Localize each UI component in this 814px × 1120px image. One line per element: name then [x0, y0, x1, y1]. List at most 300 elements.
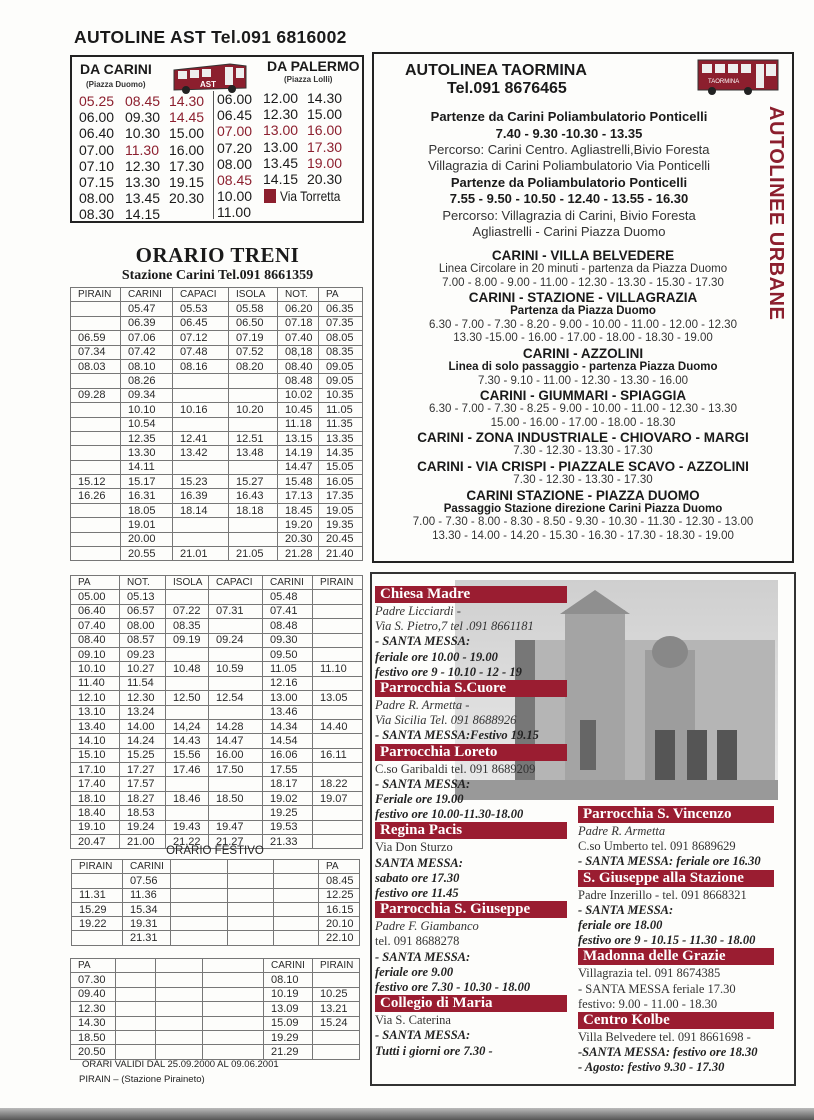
time-cell: 07.12 — [173, 331, 229, 345]
departure-time: 10.30 — [125, 125, 161, 142]
time-cell — [71, 446, 121, 460]
time-cell: 07.42 — [121, 345, 173, 359]
time-cell: 13.10 — [71, 705, 120, 719]
departure-time: 12.30 — [125, 157, 161, 174]
time-cell — [116, 1002, 156, 1016]
church-info-line: - SANTA MESSA: — [375, 949, 471, 964]
time-cell: 08.40 — [71, 633, 120, 647]
time-cell: 19.20 — [278, 518, 319, 532]
time-cell: 08.26 — [121, 374, 173, 388]
route-line: Partenza da Piazza Duomo — [510, 305, 656, 318]
table-row — [71, 590, 363, 604]
departure-time: 19.00 — [307, 154, 343, 171]
time-cell — [313, 806, 363, 820]
time-cell: 11.18 — [278, 417, 319, 431]
time-cell: 13.35 — [319, 431, 363, 445]
time-cell — [229, 388, 278, 402]
time-cell: 13.15 — [278, 431, 319, 445]
time-cell — [209, 590, 263, 604]
church-info-line: - Agosto: festivo 9.30 - 17.30 — [578, 1060, 725, 1075]
table-row — [71, 987, 360, 1001]
departure-time: 13.45 — [263, 154, 299, 171]
column-header — [274, 860, 319, 874]
church-name-bar: Parrocchia Loreto — [375, 744, 567, 761]
time-cell: 05.00 — [71, 590, 120, 604]
departure-time: 12.00 — [263, 90, 299, 106]
time-cell — [71, 547, 121, 561]
time-cell — [166, 676, 209, 690]
time-cell — [173, 388, 229, 402]
time-cell — [313, 633, 363, 647]
table-row — [71, 1002, 360, 1016]
church-entry — [375, 744, 567, 823]
route-name: CARINI - STAZIONE - VILLAGRAZIA — [468, 290, 698, 306]
time-cell — [313, 619, 363, 633]
time-cell: 18.27 — [120, 791, 166, 805]
time-cell — [228, 874, 274, 888]
time-cell: 16.15 — [319, 902, 360, 916]
trains-subtitle: Stazione Carini Tel.091 8661359 — [121, 268, 314, 283]
time-cell: 12.35 — [121, 431, 173, 445]
time-cell: 05.13 — [120, 590, 166, 604]
time-cell: 06.57 — [120, 604, 166, 618]
da-carini-heading: DA CARINI — [80, 61, 152, 77]
time-cell: 18.50 — [71, 1030, 116, 1044]
time-cell: 18.53 — [120, 806, 166, 820]
time-cell: 20.30 — [278, 532, 319, 546]
church-info-line: Via Don Sturzo — [375, 840, 453, 855]
table-header-row — [72, 860, 360, 874]
time-cell — [171, 931, 228, 945]
time-cell — [116, 973, 156, 987]
table-row — [71, 691, 363, 705]
table-row — [71, 791, 363, 805]
time-cell — [71, 518, 121, 532]
table-row — [72, 888, 360, 902]
column-header: PIRAIN — [313, 576, 363, 590]
time-cell: 14.10 — [71, 734, 120, 748]
time-cell — [228, 902, 274, 916]
time-cell: 07.52 — [229, 345, 278, 359]
time-cell: 07.48 — [173, 345, 229, 359]
train-table-to-palermo — [70, 287, 363, 561]
bus-label: TAORMINA — [708, 79, 740, 85]
route-name: CARINI - VILLA BELVEDERE — [491, 248, 675, 263]
church-entry — [375, 586, 567, 680]
time-cell: 08.10 — [264, 973, 313, 987]
carini-column — [169, 93, 204, 206]
time-cell: 08.45 — [319, 874, 360, 888]
taormina-phone: Tel.091 8676465 — [447, 80, 567, 97]
time-cell: 09.23 — [120, 647, 166, 661]
time-cell — [274, 902, 319, 916]
time-cell: 07.19 — [229, 331, 278, 345]
table-row — [71, 503, 363, 517]
column-divider — [213, 91, 214, 219]
church-info-line: sabato ore 17.30 — [375, 870, 460, 885]
time-cell: 07.40 — [71, 619, 120, 633]
time-cell: 19.05 — [319, 503, 363, 517]
table-row — [71, 417, 363, 431]
table-header-row — [71, 576, 363, 590]
departure-time: 17.30 — [169, 157, 205, 174]
train-table-from-palermo — [70, 575, 363, 849]
table-row — [72, 902, 360, 916]
church-name-bar: Parrocchia S. Vincenzo — [578, 806, 774, 823]
time-cell: 14.47 — [278, 460, 319, 474]
time-cell: 21.28 — [278, 547, 319, 561]
time-cell — [71, 374, 121, 388]
time-cell: 09.40 — [71, 987, 116, 1001]
time-cell: 21.27 — [209, 835, 263, 849]
time-cell: 13.21 — [313, 1002, 360, 1016]
table-row — [71, 460, 363, 474]
column-header — [156, 959, 203, 973]
time-cell: 18.22 — [313, 777, 363, 791]
route-line: Partenze da Carini Poliambulatorio Ponticelli — [430, 109, 708, 124]
time-cell: 06.39 — [121, 316, 173, 330]
time-cell: 14.00 — [120, 719, 166, 733]
validity-note: ORARI VALIDI DAL 25.09.2000 AL 09.06.2001 — [82, 1059, 279, 1070]
time-cell: 07.06 — [121, 331, 173, 345]
time-cell: 06.59 — [71, 331, 121, 345]
departure-time: 19.15 — [169, 174, 205, 191]
time-cell: 21.05 — [229, 547, 278, 561]
departure-time: 20.30 — [307, 171, 343, 188]
church-info-line: - SANTA MESSA: — [375, 1028, 471, 1043]
time-cell: 09.24 — [209, 633, 263, 647]
departure-time: 08.00 — [79, 190, 115, 207]
column-header: PA — [71, 959, 116, 973]
table-row — [72, 931, 360, 945]
time-cell: 07.35 — [319, 316, 363, 330]
church-name-bar: Parrocchia S. Giuseppe — [375, 901, 567, 918]
time-cell — [313, 763, 363, 777]
departure-time: 06.40 — [79, 125, 115, 142]
time-cell: 14.28 — [209, 719, 263, 733]
column-header: PIRAIN — [71, 288, 121, 302]
time-cell — [166, 806, 209, 820]
time-cell: 10.59 — [209, 662, 263, 676]
time-cell: 05.53 — [173, 302, 229, 316]
time-cell: 15.05 — [319, 460, 363, 474]
table-row — [71, 345, 363, 359]
time-cell: 10.02 — [278, 388, 319, 402]
time-cell: 17.50 — [209, 763, 263, 777]
time-cell — [166, 647, 209, 661]
time-cell: 09.05 — [319, 359, 363, 373]
time-cell: 10.19 — [264, 987, 313, 1001]
time-cell: 17.46 — [166, 763, 209, 777]
table-header-row — [71, 288, 363, 302]
time-cell — [173, 417, 229, 431]
departure-time: 10.00 — [217, 188, 253, 205]
table-row — [71, 619, 363, 633]
table-row — [71, 604, 363, 618]
time-cell: 14.47 — [209, 734, 263, 748]
column-header: CARINI — [263, 576, 313, 590]
column-header: CARINI — [123, 860, 171, 874]
church-info-line: Tutti i giorni ore 7.30 - — [375, 1043, 493, 1058]
time-cell: 06.45 — [173, 316, 229, 330]
departure-time: 07.00 — [217, 123, 253, 140]
table-row — [71, 489, 363, 503]
departure-time: 05.25 — [79, 93, 115, 109]
time-cell: 18.10 — [71, 791, 120, 805]
time-cell: 09.28 — [71, 388, 121, 402]
time-cell: 13.09 — [264, 1002, 313, 1016]
time-cell: 15.48 — [278, 475, 319, 489]
time-cell — [209, 647, 263, 661]
time-cell — [228, 888, 274, 902]
time-cell: 14.11 — [121, 460, 173, 474]
time-cell: 06.50 — [229, 316, 278, 330]
departure-time: 07.15 — [79, 174, 115, 191]
time-cell: 15.10 — [71, 748, 120, 762]
time-cell: 19.22 — [72, 917, 123, 931]
time-cell: 10.48 — [166, 662, 209, 676]
departure-time: 11.30 — [125, 141, 159, 158]
route-name: CARINI - AZZOLINI — [522, 345, 644, 361]
time-cell: 08.35 — [166, 619, 209, 633]
time-cell: 11.40 — [71, 676, 120, 690]
column-header: CAPACI — [173, 288, 229, 302]
table-row — [71, 446, 363, 460]
time-cell — [274, 931, 319, 945]
time-cell: 08,18 — [278, 345, 319, 359]
time-cell — [274, 888, 319, 902]
time-cell: 07.30 — [71, 973, 116, 987]
time-cell: 10.10 — [71, 662, 120, 676]
time-cell: 19.24 — [120, 820, 166, 834]
time-cell: 09.10 — [71, 647, 120, 661]
time-cell — [156, 987, 203, 1001]
time-cell: 18.14 — [173, 503, 229, 517]
departure-time: 13.30 — [125, 174, 161, 191]
table-row — [72, 917, 360, 931]
departure-time: 09.30 — [125, 109, 161, 126]
table-row — [71, 547, 363, 561]
church-info-line: Via Sicilia Tel. 091 8688926 — [375, 713, 517, 728]
route-name: CARINI - GIUMMARI - SPIAGGIA — [479, 388, 687, 404]
table-row — [71, 719, 363, 733]
taormina-routes — [380, 109, 758, 240]
time-cell: 16.26 — [71, 489, 121, 503]
time-cell — [71, 403, 121, 417]
table-row — [71, 1045, 360, 1059]
departure-time: 20.30 — [169, 190, 205, 207]
church-info-line: festivo ore 9 - 10.15 - 11.30 - 18.00 — [578, 933, 756, 948]
time-cell — [72, 874, 123, 888]
time-cell: 11.31 — [72, 888, 123, 902]
column-header — [171, 860, 228, 874]
time-cell — [203, 987, 264, 1001]
time-cell — [72, 931, 123, 945]
church-info-line: - SANTA MESSA feriale 17.30 — [578, 981, 736, 996]
church-info-line: Padre R. Armetta - — [375, 698, 470, 713]
church-info-line: festivo ore 11.45 — [375, 886, 459, 901]
column-header: ISOLA — [229, 288, 278, 302]
time-cell — [274, 917, 319, 931]
route-line: Partenze da Poliambulatorio Ponticelli — [450, 174, 688, 190]
time-cell: 08.48 — [263, 619, 313, 633]
time-cell: 08.03 — [71, 359, 121, 373]
time-cell — [171, 917, 228, 931]
time-cell — [203, 973, 264, 987]
time-cell: 14.30 — [71, 1016, 116, 1030]
time-cell: 10.27 — [120, 662, 166, 676]
departure-time: 16.00 — [307, 122, 343, 139]
scan-edge — [0, 1108, 814, 1120]
time-cell: 09.50 — [263, 647, 313, 661]
ast-timetable — [70, 55, 364, 223]
time-cell: 13.48 — [229, 446, 278, 460]
church-entry — [375, 680, 567, 744]
table-row — [71, 388, 363, 402]
column-header: ISOLA — [166, 576, 209, 590]
time-cell — [313, 820, 363, 834]
table-row — [71, 705, 363, 719]
time-cell — [156, 1030, 203, 1044]
church-entry — [578, 806, 774, 870]
table-row — [71, 973, 360, 987]
time-cell — [229, 417, 278, 431]
festivo-title: ORARIO FESTIVO — [166, 845, 264, 857]
time-cell: 15.24 — [313, 1016, 360, 1030]
church-info-line: - SANTA MESSA: — [578, 902, 674, 917]
time-cell: 07.22 — [166, 604, 209, 618]
column-header — [228, 860, 274, 874]
time-cell: 13.42 — [173, 446, 229, 460]
time-cell: 17.35 — [319, 489, 363, 503]
church-info-line: Padre R. Armetta — [578, 824, 666, 838]
church-info-line: tel. 091 8688278 — [375, 934, 460, 949]
time-cell: 08.16 — [173, 359, 229, 373]
time-cell: 11.05 — [263, 662, 313, 676]
church-entry — [375, 822, 567, 901]
time-cell — [313, 973, 360, 987]
time-cell: 08.20 — [229, 359, 278, 373]
church-entry — [578, 948, 774, 1012]
time-cell — [171, 888, 228, 902]
column-header — [116, 959, 156, 973]
time-cell — [116, 1030, 156, 1044]
table-row — [71, 374, 363, 388]
time-cell: 14.34 — [263, 719, 313, 733]
time-cell — [71, 460, 121, 474]
time-cell: 12.16 — [263, 676, 313, 690]
time-cell: 21.40 — [319, 547, 363, 561]
time-cell — [166, 705, 209, 719]
route-line: 7.55 - 9.50 - 10.50 - 12.40 - 13.55 - 16.30 — [449, 191, 689, 207]
column-header: PIRAIN — [72, 860, 123, 874]
legend-swatch — [264, 189, 276, 203]
departure-time: 11.00 — [217, 204, 251, 221]
column-header: PA — [319, 288, 363, 302]
time-cell: 08.35 — [319, 345, 363, 359]
time-cell: 10.25 — [313, 987, 360, 1001]
time-cell — [116, 1016, 156, 1030]
churches-right-column — [578, 806, 774, 1076]
time-cell: 14.43 — [166, 734, 209, 748]
route-name: CARINI - VIA CRISPI - PIAZZALE SCAVO - AZZOLINI — [417, 458, 749, 474]
time-cell: 15.27 — [229, 475, 278, 489]
departure-time: 08.30 — [79, 206, 115, 223]
table-row — [72, 874, 360, 888]
route-line: 7.00 - 7.30 - 8.00 - 8.30 - 8.50 - 9.30 - 10.30 - 11.30 - 12.30 - 13.00 — [412, 516, 754, 529]
table-row — [71, 431, 363, 445]
departure-time: 14.15 — [263, 171, 299, 188]
departure-time: 07.00 — [79, 141, 115, 158]
time-cell: 15.34 — [123, 902, 171, 916]
time-cell — [203, 1016, 264, 1030]
time-cell — [173, 460, 229, 474]
time-cell: 09.30 — [263, 633, 313, 647]
time-cell: 14.54 — [263, 734, 313, 748]
route-line: Agliastrelli - Carini Piazza Duomo — [472, 223, 666, 239]
route-line: Percorso: Villagrazia di Carini, Bivio Foresta — [442, 207, 696, 223]
palermo-column — [307, 90, 342, 187]
time-cell: 10.10 — [121, 403, 173, 417]
time-cell — [209, 777, 263, 791]
table-row — [71, 475, 363, 489]
table-row — [71, 518, 363, 532]
time-cell: 19.53 — [263, 820, 313, 834]
time-cell: 21.33 — [263, 835, 313, 849]
time-cell — [229, 518, 278, 532]
time-cell: 15.09 — [264, 1016, 313, 1030]
church-name-bar: S. Giuseppe alla Stazione — [578, 870, 774, 887]
time-cell: 19.29 — [264, 1030, 313, 1044]
time-cell: 13.46 — [263, 705, 313, 719]
time-cell — [313, 734, 363, 748]
time-cell: 21.22 — [166, 835, 209, 849]
time-cell: 17.55 — [263, 763, 313, 777]
carini-column — [79, 93, 114, 223]
departure-time: 08.45 — [125, 93, 161, 109]
time-cell: 11.36 — [123, 888, 171, 902]
church-name-bar: Chiesa Madre — [375, 586, 567, 603]
departure-time: 13.00 — [263, 138, 299, 155]
church-info-line: - SANTA MESSA: — [375, 776, 471, 791]
column-header: PIRAIN — [313, 959, 360, 973]
time-cell — [209, 619, 263, 633]
time-cell: 14.35 — [319, 446, 363, 460]
time-cell: 09.19 — [166, 633, 209, 647]
time-cell: 10.16 — [173, 403, 229, 417]
time-cell: 21.00 — [120, 835, 166, 849]
table-row — [71, 633, 363, 647]
church-info-line: festivo ore 9 - 10.10 - 12 - 19 — [375, 664, 522, 679]
palermo-column — [217, 91, 252, 221]
route-line: Linea Circolare in 20 minuti - partenza da Piazza Duomo — [438, 263, 728, 275]
time-cell — [71, 503, 121, 517]
departure-time: 14.45 — [169, 109, 205, 126]
time-cell: 15.29 — [72, 902, 123, 916]
time-cell: 19.25 — [263, 806, 313, 820]
churches-left-column — [375, 586, 567, 1059]
time-cell: 16.39 — [173, 489, 229, 503]
table-row — [71, 676, 363, 690]
time-cell: 18.05 — [121, 503, 173, 517]
table-row — [71, 763, 363, 777]
table-row — [71, 316, 363, 330]
church-info-line: SANTA MESSA: — [375, 855, 463, 870]
route-line: Linea di solo passaggio - partenza Piazza Duomo — [448, 360, 718, 373]
route-line: 7.00 - 8.00 - 9.00 - 11.00 - 12.30 - 13.30 - 15.30 - 17.30 — [442, 276, 724, 289]
church-entry — [578, 870, 774, 949]
time-cell: 12.50 — [166, 691, 209, 705]
